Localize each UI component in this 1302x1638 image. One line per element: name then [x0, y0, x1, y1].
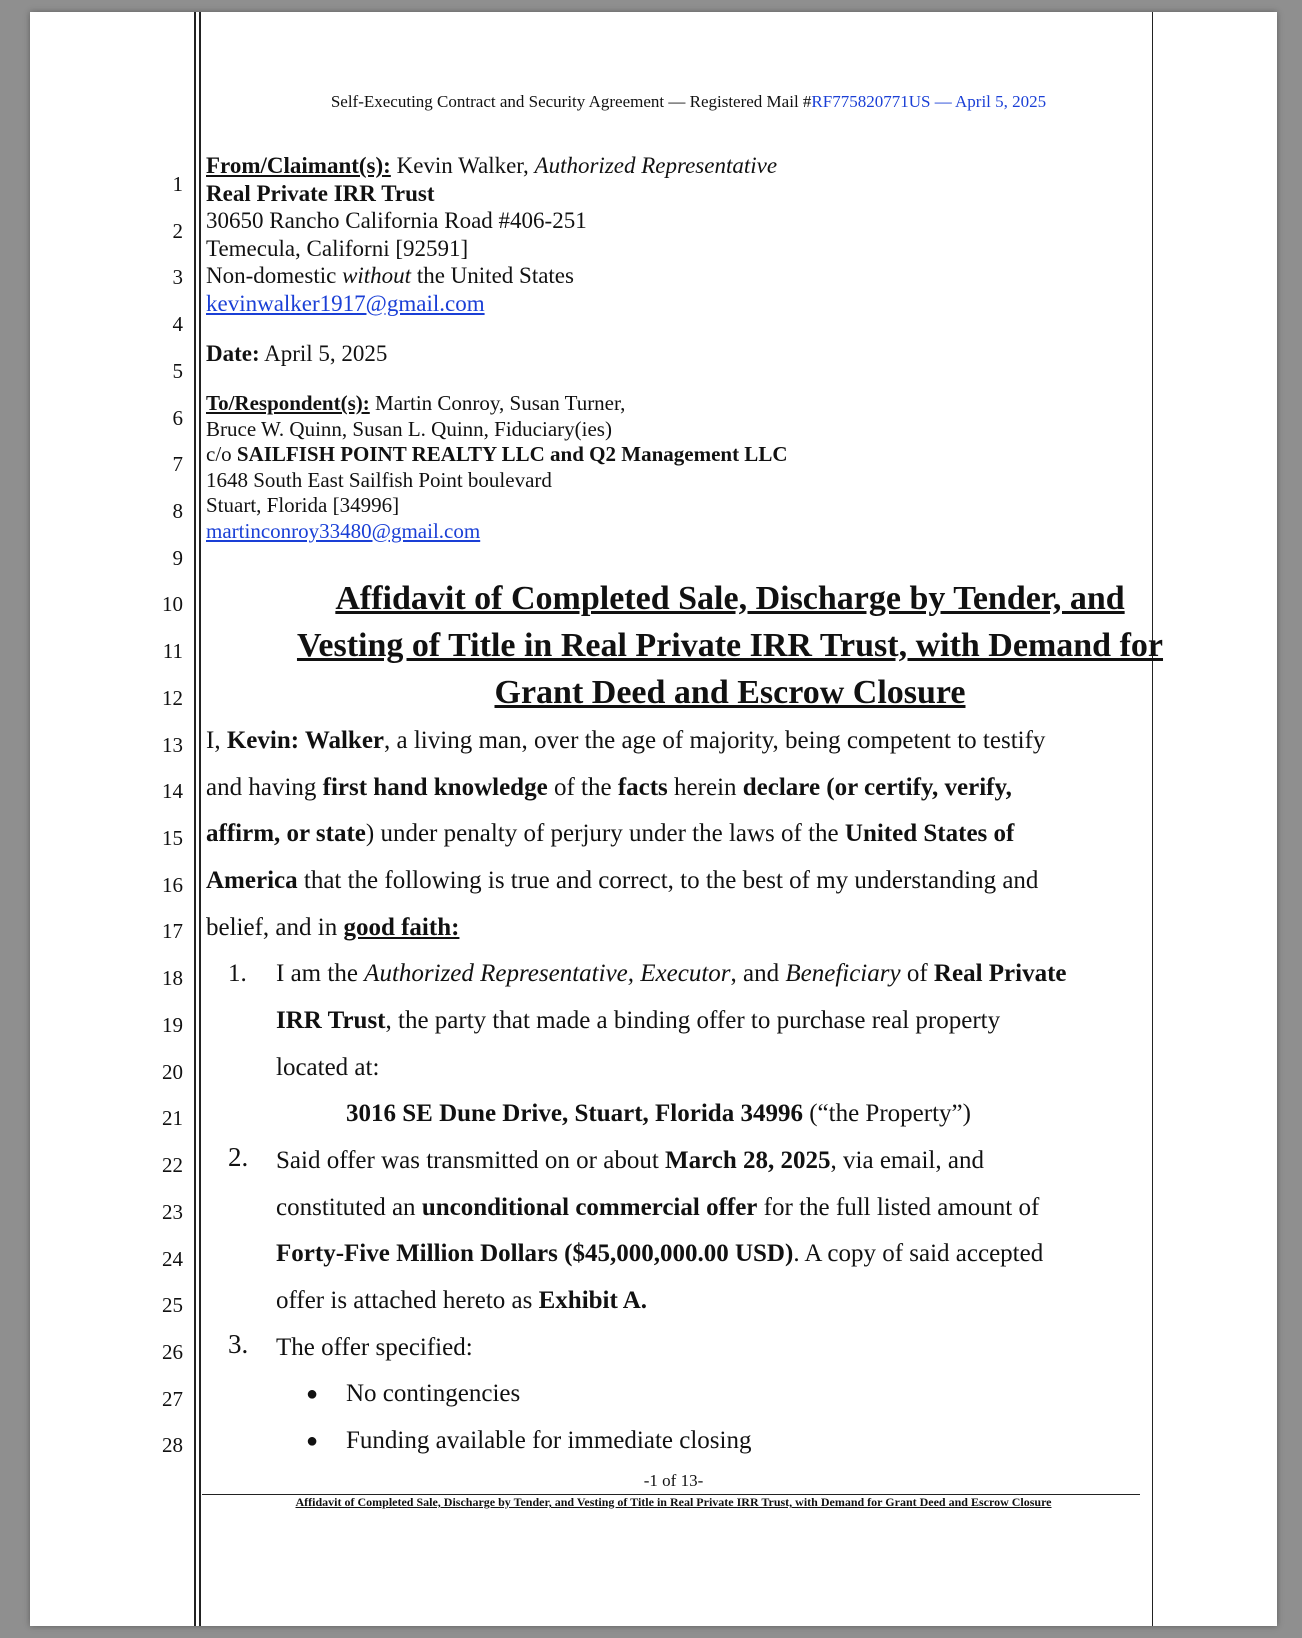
- line-number: 26: [162, 1340, 183, 1364]
- to-address-1: 1648 South East Sailfish Point boulevard: [206, 467, 552, 492]
- bullet-icon: ●: [306, 1383, 319, 1405]
- to-names-2: Bruce W. Quinn, Susan L. Quinn, Fiduciary(ies): [206, 416, 612, 441]
- to-label: To/Respondent(s):: [206, 391, 370, 415]
- date-line: Date: April 5, 2025: [206, 341, 388, 366]
- bullet-icon: ●: [306, 1430, 319, 1452]
- from-block: From/Claimant(s): Kevin Walker, Authorized Representative Real Private IRR Trust 30650 Rancho California Road #406-251 Temecula, Californi [92591] Non-domestic without the United States kevinwalker1917@gmail.com: [206, 153, 778, 316]
- line-number: 14: [162, 779, 183, 803]
- item-2-line-4: offer is attached hereto as Exhibit A.: [276, 1287, 647, 1314]
- item-1-line-3: located at:: [276, 1054, 380, 1081]
- item-2-line-1: Said offer was transmitted on or about March 28, 2025, via email, and: [276, 1147, 984, 1174]
- line-number: 21: [162, 1106, 183, 1130]
- line-number: 24: [162, 1247, 183, 1271]
- line-number: 27: [162, 1387, 183, 1411]
- line-number: 8: [172, 499, 183, 523]
- line-number: 25: [162, 1293, 183, 1317]
- page-number: -1 of 13-: [643, 1471, 704, 1490]
- line-number: 18: [162, 966, 183, 990]
- item-2-line-2: constituted an unconditional commercial offer for the full listed amount of: [276, 1194, 1040, 1221]
- line-number: 20: [162, 1060, 183, 1084]
- footer-title: Affidavit of Completed Sale, Discharge by Tender, and Vesting of Title in Real Private IRR Trust, with Demand for Grant Deed and Escrow Closure: [295, 1495, 1052, 1509]
- line-number: 7: [172, 452, 183, 476]
- document-page: [30, 12, 1277, 1626]
- bullet-item-1: No contingencies: [346, 1380, 521, 1407]
- from-address-2: Temecula, Californi [92591]: [206, 235, 469, 261]
- left-margin-rule: [194, 12, 196, 1626]
- from-nondomestic: Non-domestic without the United States: [206, 263, 574, 288]
- line-number: 4: [172, 312, 183, 336]
- line-number: 28: [162, 1433, 183, 1457]
- item-1-line-2: IRR Trust, the party that made a binding offer to purchase real property: [276, 1007, 1001, 1034]
- line-number: 1: [172, 172, 183, 196]
- to-company: SAILFISH POINT REALTY LLC and Q2 Management LLC: [236, 442, 788, 466]
- line-number: 13: [162, 733, 183, 757]
- from-email-link[interactable]: kevinwalker1917@gmail.com: [206, 290, 485, 316]
- to-block: To/Respondent(s): Martin Conroy, Susan Turner, Bruce W. Quinn, Susan L. Quinn, Fiduciary(ies) c/o SAILFISH POINT REALTY LLC and Q2 Management LLC 1648 South East Sailfish Point boulevard Stuart, Florida [34996] martinconroy33480@gmail.com: [206, 391, 788, 543]
- intro-line-16: America that the following is true and correct, to the best of my understanding and: [206, 867, 1039, 894]
- document-title: Affidavit of Completed Sale, Discharge by Tender, and Vesting of Title in Real Private IRR Trust, with Demand for Grant Deed and Escrow Closure: [296, 580, 1164, 711]
- from-label: From/Claimant(s):: [206, 153, 391, 178]
- line-number: 17: [162, 919, 183, 943]
- line-number: 11: [162, 639, 183, 663]
- line-number: 19: [162, 1013, 183, 1037]
- item-1-line-1: I am the Authorized Representative, Executor, and Beneficiary of Real Private: [276, 960, 1067, 987]
- intro-line-15: affirm, or state) under penalty of perjury under the laws of the United States of: [206, 820, 1015, 847]
- running-header: Self-Executing Contract and Security Agreement — Registered Mail #RF775820771US — April 5, 2025: [330, 92, 1047, 111]
- line-number: 23: [162, 1200, 183, 1224]
- line-number: 12: [162, 686, 183, 710]
- line-number: 10: [162, 592, 183, 616]
- from-trust: Real Private IRR Trust: [206, 180, 435, 206]
- item-2-line-3: Forty-Five Million Dollars ($45,000,000.00 USD). A copy of said accepted: [276, 1240, 1044, 1267]
- from-address-1: 30650 Rancho California Road #406-251: [206, 208, 587, 233]
- bullet-item-2: Funding available for immediate closing: [346, 1427, 752, 1454]
- intro-line-14: and having first hand knowledge of the facts herein declare (or certify, verify,: [206, 774, 1012, 801]
- line-number: 3: [172, 265, 183, 289]
- line-number: 2: [172, 219, 183, 243]
- intro-line-17: belief, and in good faith:: [206, 914, 460, 941]
- line-number: 6: [172, 406, 183, 430]
- line-number: 16: [162, 873, 183, 897]
- line-number: 15: [162, 826, 183, 850]
- line-number: 22: [162, 1153, 183, 1177]
- item-number-3: 3.: [228, 1329, 249, 1359]
- to-address-2: Stuart, Florida [34996]: [206, 493, 400, 517]
- line-number: 9: [172, 546, 183, 570]
- right-margin-rule: [1152, 12, 1153, 1626]
- item-number-2: 2.: [228, 1142, 249, 1172]
- item-3-line-1: The offer specified:: [276, 1334, 473, 1361]
- line-number: 5: [172, 359, 183, 383]
- item-number-1: 1.: [228, 960, 247, 987]
- to-email-link[interactable]: martinconroy33480@gmail.com: [206, 518, 481, 543]
- left-margin-rule-inner: [199, 12, 201, 1626]
- intro-line-13: I, Kevin: Walker, a living man, over the age of majority, being competent to testify: [206, 727, 1046, 754]
- property-address: 3016 SE Dune Drive, Stuart, Florida 34996 (“the Property”): [346, 1100, 971, 1127]
